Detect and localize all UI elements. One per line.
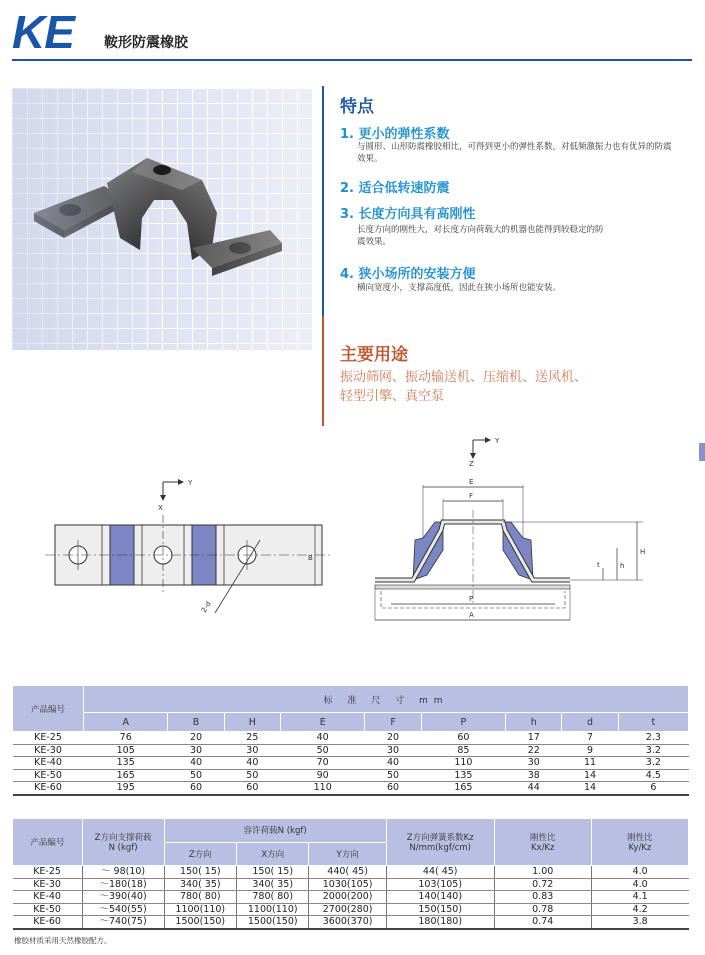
- table-cell: 1100(110): [237, 903, 309, 916]
- t1-model-header: 产品编号: [13, 686, 84, 732]
- t2-allow-header: 容许荷载N (kgf): [164, 819, 386, 843]
- side-axis-label-z: Z: [469, 460, 474, 468]
- table-cell: 4.0: [591, 866, 688, 879]
- table-cell: 4.1: [591, 891, 688, 904]
- table-cell: 3.8: [591, 916, 688, 929]
- table-cell: 1.00: [494, 866, 591, 879]
- table-cell: 135: [84, 757, 168, 770]
- table-row: [13, 744, 689, 757]
- table-cell: 44( 45): [386, 866, 494, 879]
- feature-3-title: 3. 长度方向具有高刚性: [340, 207, 476, 222]
- feature-1-title: 1. 更小的弹性系数: [340, 127, 450, 142]
- table-cell: 180(180): [386, 916, 494, 929]
- table-cell: 90: [280, 769, 364, 782]
- table-row: [13, 878, 689, 891]
- table-cell: 85: [421, 744, 505, 757]
- dim-label-e: E: [469, 478, 474, 486]
- header-rule: [12, 59, 692, 61]
- table-cell: 3600(370): [309, 916, 386, 929]
- table-cell: 165: [421, 782, 505, 795]
- t2-allow-x: X方向: [237, 842, 309, 866]
- side-axis-label-y: Y: [495, 437, 500, 445]
- table-cell: 20: [168, 732, 224, 745]
- table-cell: 103(105): [386, 878, 494, 891]
- table-cell: 0.74: [494, 916, 591, 929]
- section-divider: [322, 86, 324, 426]
- table-cell: 60: [168, 782, 224, 795]
- table-cell: 14: [562, 782, 618, 795]
- dim-label-f: F: [469, 492, 474, 500]
- t1-col-t: t: [618, 713, 688, 732]
- t1-group-header: 标 准 尺 寸 mm: [84, 686, 689, 713]
- dim-label-h-upper: H: [640, 548, 646, 556]
- table-cell: KE-25: [13, 732, 84, 745]
- table-cell: 76: [84, 732, 168, 745]
- load-characteristics-table: [12, 818, 689, 930]
- t1-col-hh: h: [506, 713, 562, 732]
- feature-2-title: 2. 适合低转速防震: [340, 181, 450, 196]
- page-side-tab: [699, 443, 705, 461]
- table-cell: 44: [506, 782, 562, 795]
- table-cell: KE-40: [13, 891, 83, 904]
- axis-label-y: Y: [188, 479, 193, 487]
- table-cell: 2700(280): [309, 903, 386, 916]
- table-cell: 9: [562, 744, 618, 757]
- table-cell: KE-30: [13, 878, 83, 891]
- table-cell: KE-40: [13, 757, 84, 770]
- table-cell: 340( 35): [164, 878, 236, 891]
- table-row: [13, 757, 689, 770]
- table-cell: 440( 45): [309, 866, 386, 879]
- table-cell: 40: [168, 757, 224, 770]
- table-cell: 50: [168, 769, 224, 782]
- uses-line-1: 振动筛网、振动输送机、压缩机、送风机、: [340, 370, 588, 385]
- table-row: [13, 866, 689, 879]
- table-cell: 25: [224, 732, 280, 745]
- table-cell: 0.72: [494, 878, 591, 891]
- uses-line-2: 轻型引擎、真空泵: [340, 389, 445, 404]
- table-cell: ～390(40): [82, 891, 164, 904]
- photo-fade-overlay: [12, 88, 312, 350]
- table-cell: 1500(150): [164, 916, 236, 929]
- table-cell: KE-25: [13, 866, 83, 879]
- table-cell: 3.2: [618, 744, 688, 757]
- t1-col-b: B: [168, 713, 224, 732]
- dim-label-p: P: [469, 595, 474, 603]
- dim-label-a: A: [469, 611, 474, 619]
- t1-col-p: P: [421, 713, 505, 732]
- table-cell: ～740(75): [82, 916, 164, 929]
- table-cell: 20: [365, 732, 421, 745]
- table-row: [13, 903, 689, 916]
- table-cell: 0.78: [494, 903, 591, 916]
- table-row: [13, 916, 689, 929]
- table-cell: 4.2: [591, 903, 688, 916]
- feature-4-desc: 横向宽度小，支撑高度低，因此在狭小场所也能安装。: [357, 283, 562, 293]
- feature-4-title: 4. 狭小场所的安装方便: [340, 267, 476, 282]
- table-cell: 7: [562, 732, 618, 745]
- table-cell: 150(150): [386, 903, 494, 916]
- table-cell: 70: [280, 757, 364, 770]
- top-view-drawing: [40, 465, 340, 625]
- table-cell: KE-50: [13, 769, 84, 782]
- table-cell: 30: [506, 757, 562, 770]
- table-cell: 11: [562, 757, 618, 770]
- footnote: 橡胶材质采用天然橡胶配方。: [14, 936, 112, 945]
- table-cell: 40: [365, 757, 421, 770]
- table-cell: 50: [280, 744, 364, 757]
- table-cell: 22: [506, 744, 562, 757]
- table-cell: 3.2: [618, 757, 688, 770]
- t2-ratio1-header: 刚性比 Kx/Kz: [494, 819, 591, 866]
- table-cell: 4.0: [591, 878, 688, 891]
- axis-label-x: X: [158, 504, 163, 512]
- table-cell: 14: [562, 769, 618, 782]
- table-cell: 165: [84, 769, 168, 782]
- feature-1-desc: 与圆形、山形防震橡胶相比，可得到更小的弹性系数，对低频激振力也有优异的防震效果。: [357, 142, 672, 164]
- table-cell: 340( 35): [237, 878, 309, 891]
- feature-3-desc-cont: 震效果。: [357, 237, 392, 247]
- table-row: [13, 782, 689, 795]
- table-cell: ～ 98(10): [82, 866, 164, 879]
- table-row: [13, 732, 689, 745]
- table-cell: 1500(150): [237, 916, 309, 929]
- table-cell: 40: [280, 732, 364, 745]
- table-cell: 780( 80): [237, 891, 309, 904]
- dimension-table: [12, 685, 689, 796]
- table-cell: 17: [506, 732, 562, 745]
- table-cell: KE-30: [13, 744, 84, 757]
- t1-col-d: d: [562, 713, 618, 732]
- table-row: [13, 891, 689, 904]
- table-row: [13, 769, 689, 782]
- table-cell: KE-50: [13, 903, 83, 916]
- table-cell: ～540(55): [82, 903, 164, 916]
- table-cell: 30: [168, 744, 224, 757]
- table-cell: 150( 15): [237, 866, 309, 879]
- t1-col-h: H: [224, 713, 280, 732]
- t2-allow-z: Z方向: [164, 842, 236, 866]
- table-cell: 1100(110): [164, 903, 236, 916]
- table-cell: 60: [224, 782, 280, 795]
- t2-support-header: Z方向支撑荷载 N (kgf): [82, 819, 164, 866]
- table-cell: ～180(18): [82, 878, 164, 891]
- features-heading: 特点: [340, 97, 374, 117]
- hole-label: 2-d: [199, 600, 213, 615]
- table-cell: 38: [506, 769, 562, 782]
- t1-col-e: E: [280, 713, 364, 732]
- table-cell: 0.83: [494, 891, 591, 904]
- table-cell: 30: [224, 744, 280, 757]
- table-cell: 135: [421, 769, 505, 782]
- table-cell: 110: [280, 782, 364, 795]
- table-cell: 140(140): [386, 891, 494, 904]
- dim-label-t: t: [597, 561, 600, 569]
- table-cell: KE-60: [13, 782, 84, 795]
- product-code-logo: KE: [12, 6, 74, 58]
- t2-ratio2-header: 刚性比 Ky/Kz: [591, 819, 688, 866]
- t2-spring-header: Z方向弹簧系数Kz N/mm(kgf/cm): [386, 819, 494, 866]
- table-cell: 4.5: [618, 769, 688, 782]
- uses-heading: 主要用途: [340, 345, 408, 365]
- table-cell: 60: [365, 782, 421, 795]
- table-cell: 6: [618, 782, 688, 795]
- table-cell: 1030(105): [309, 878, 386, 891]
- table-cell: 50: [224, 769, 280, 782]
- t1-col-a: A: [84, 713, 168, 732]
- side-view-drawing: [355, 430, 655, 635]
- table-cell: 60: [421, 732, 505, 745]
- table-cell: 780( 80): [164, 891, 236, 904]
- table-cell: 150( 15): [164, 866, 236, 879]
- table-cell: 2.3: [618, 732, 688, 745]
- dim-label-h-lower: h: [620, 562, 625, 570]
- table-cell: 105: [84, 744, 168, 757]
- feature-3-desc: 长度方向的刚性大，对长度方向荷载大的机器也能得到较稳定的防: [357, 225, 604, 235]
- table-cell: 195: [84, 782, 168, 795]
- table-cell: 2000(200): [309, 891, 386, 904]
- t1-col-f: F: [365, 713, 421, 732]
- table-cell: 30: [365, 744, 421, 757]
- table-cell: 50: [365, 769, 421, 782]
- table-cell: KE-60: [13, 916, 83, 929]
- table-cell: 110: [421, 757, 505, 770]
- t2-allow-y: Y方向: [309, 842, 386, 866]
- dim-label-b: B: [308, 554, 313, 562]
- t2-model-header: 产品编号: [13, 819, 83, 866]
- product-title: 鞍形防震橡胶: [104, 35, 188, 51]
- table-cell: 40: [224, 757, 280, 770]
